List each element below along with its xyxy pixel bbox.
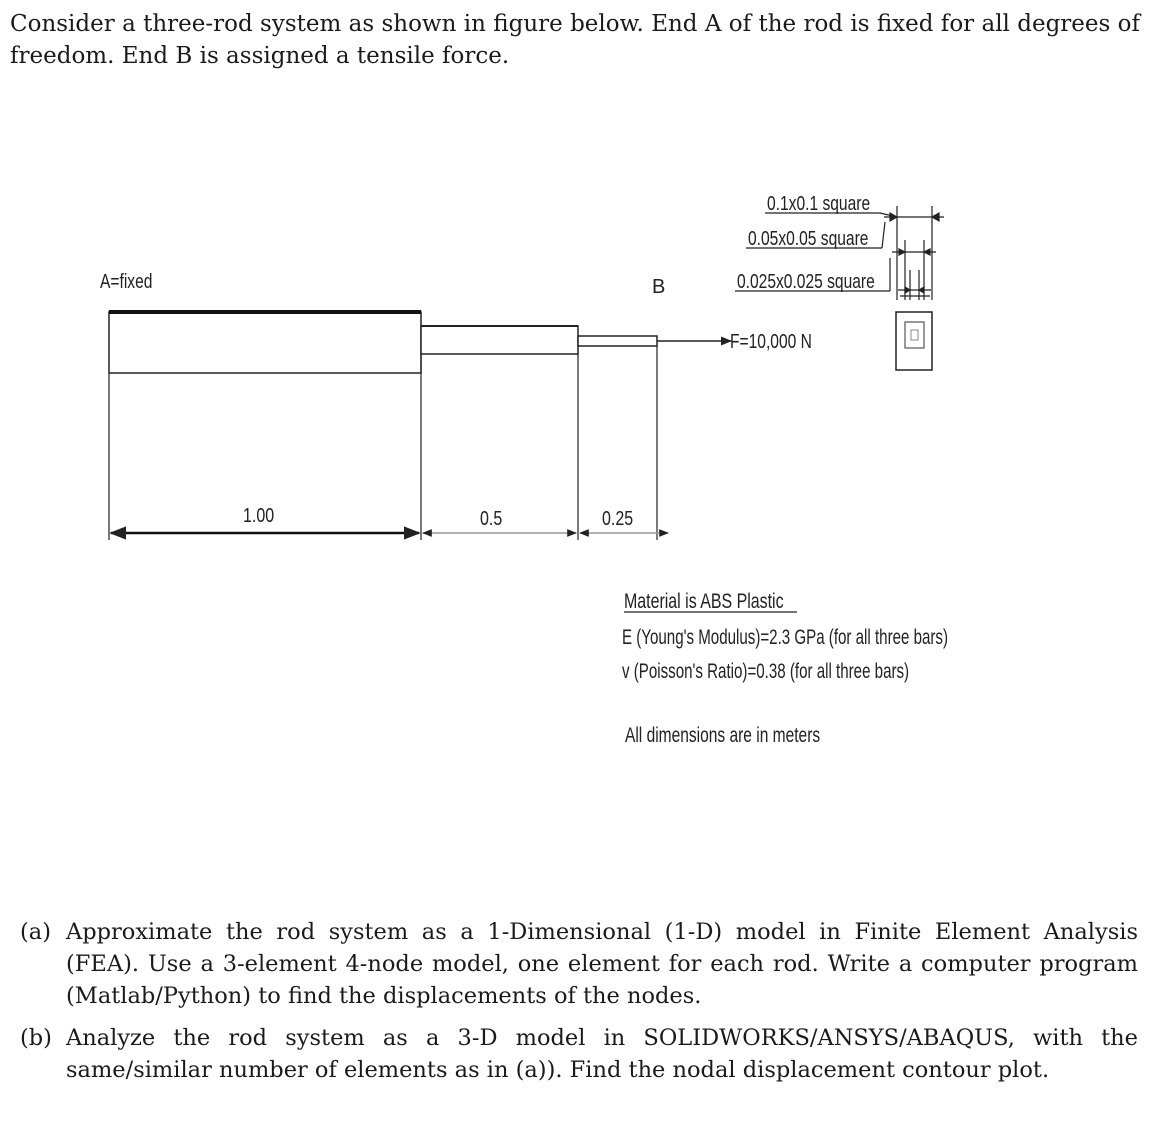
rod-3	[578, 336, 657, 346]
cross-section-middle-label: 0.05x0.05 square	[748, 227, 869, 250]
question-b-line-2: same/similar number of elements as in (a)). Find the nodal displacement contour plot.	[66, 1057, 1050, 1083]
question-a-label: (a)	[20, 919, 51, 945]
rod-1	[109, 312, 421, 373]
dim-label-3: 0.25	[602, 507, 634, 530]
intro-line-2: freedom. End B is assigned a tensile force.	[10, 43, 510, 69]
question-b	[20, 1022, 1138, 1086]
cross-section-inner-label: 0.025x0.025 square	[737, 270, 875, 293]
question-list	[20, 916, 1138, 1096]
dim-label-2: 0.5	[480, 507, 503, 530]
question-b-text	[66, 1022, 1138, 1086]
question-b-line-1: Analyze the rod system as a 3-D model in SOLIDWORKS/ANSYS/ABAQUS, with the	[66, 1025, 1138, 1051]
question-a-line-3: (Matlab/Python) to find the displacements of the nodes.	[66, 983, 702, 1009]
material-notes	[622, 589, 948, 747]
force-label: F=10,000 N	[730, 330, 812, 353]
intro-line-1: Consider a three-rod system as shown in figure below. End A of the rod is fixed for all degrees of	[10, 11, 1140, 37]
extension-lines	[109, 346, 657, 540]
question-a-text	[66, 916, 1138, 1012]
label-b: B	[652, 276, 666, 298]
question-a-line-1: Approximate the rod system as a 1-Dimensional (1-D) model in Finite Element Analysis	[66, 919, 1138, 945]
label-a-fixed: A=fixed	[100, 270, 153, 293]
material-youngs-modulus: E (Young's Modulus)=2.3 GPa (for all three bars)	[622, 624, 949, 649]
rod-2	[421, 326, 578, 354]
question-a-line-2: (FEA). Use a 3-element 4-node model, one element for each rod. Write a computer program	[66, 951, 1138, 977]
cross-section-outer-label: 0.1x0.1 square	[767, 192, 871, 215]
cross-section-dims	[884, 206, 944, 300]
units-note: All dimensions are in meters	[625, 722, 821, 747]
dim-label-1: 1.00	[243, 504, 275, 527]
material-poissons-ratio: v (Poisson's Ratio)=0.38 (for all three bars)	[622, 658, 910, 683]
leader-middle-tip	[882, 222, 885, 248]
question-a	[20, 916, 1138, 1012]
material-title: Material is ABS Plastic	[624, 588, 784, 613]
question-b-label: (b)	[20, 1025, 52, 1051]
cross-section-squares	[896, 312, 932, 370]
